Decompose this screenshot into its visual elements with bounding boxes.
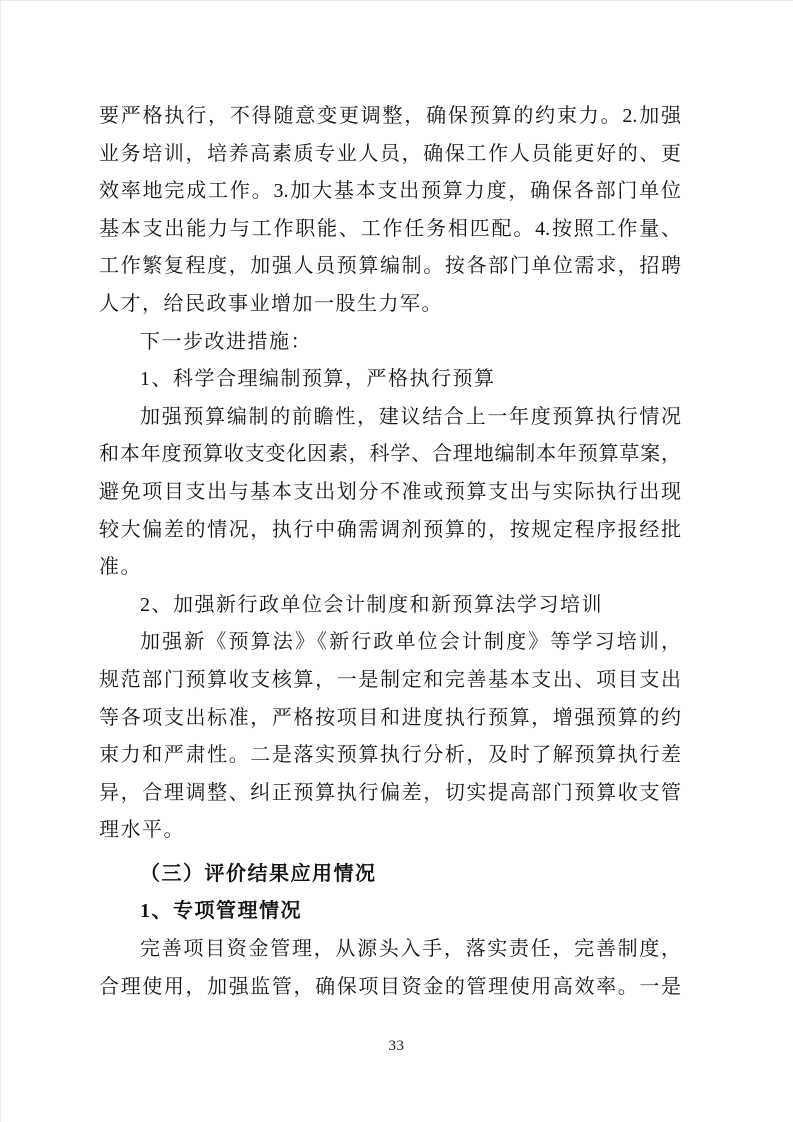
text-line: 规范部门预算收支核算，一是制定和完善基本支出、项目支出	[99, 668, 681, 691]
heading-line: 1、专项管理情况	[140, 900, 302, 923]
text-line: 2、加强新行政单位会计制度和新预算法学习培训	[140, 593, 603, 616]
text-line: 效率地完成工作。3.加大基本支出预算力度，确保各部门单位	[99, 180, 681, 203]
heading-line: （三）评价结果应用情况	[140, 862, 377, 885]
text-line: 完善项目资金管理，从源头入手，落实责任，完善制度，	[140, 938, 681, 961]
text-line: 避免项目支出与基本支出划分不准或预算支出与实际执行出现	[99, 480, 681, 503]
text-line: 异，合理调整、纠正预算执行偏差，切实提高部门预算收支管	[99, 781, 681, 804]
text-line: 基本支出能力与工作职能、工作任务相匹配。4.按照工作量、	[99, 217, 681, 240]
page-number: 33	[388, 1038, 405, 1054]
text-line: 理水平。	[99, 819, 185, 842]
text-line: 人才，给民政事业增加一股生力军。	[99, 292, 443, 315]
text-line: 准。	[99, 556, 142, 579]
text-line: 下一步改进措施：	[140, 330, 312, 353]
text-line: 束力和严肃性。二是落实预算执行分析，及时了解预算执行差	[99, 744, 681, 767]
text-line: 业务培训，培养高素质专业人员，确保工作人员能更好的、更	[99, 142, 681, 165]
text-line: 等各项支出标准，严格按项目和进度执行预算，增强预算的约	[99, 706, 681, 729]
text-line: 加强预算编制的前瞻性，建议结合上一年度预算执行情况	[140, 405, 681, 428]
text-line: 较大偏差的情况，执行中确需调剂预算的，按规定程序报经批	[99, 518, 681, 541]
text-line: 1、科学合理编制预算，严格执行预算	[140, 368, 496, 391]
text-line: 要严格执行，不得随意变更调整，确保预算的约束力。2.加强	[99, 105, 681, 127]
text-line: 工作繁复程度，加强人员预算编制。按各部门单位需求，招聘	[99, 255, 681, 278]
text-line: 和本年度预算收支变化因素，科学、合理地编制本年预算草案，	[99, 443, 681, 466]
document-body	[99, 98, 681, 1006]
text-line: 加强新《预算法》《新行政单位会计制度》等学习培训，	[140, 631, 681, 654]
text-line: 合理使用，加强监管，确保项目资金的管理使用高效率。一是	[99, 975, 681, 998]
